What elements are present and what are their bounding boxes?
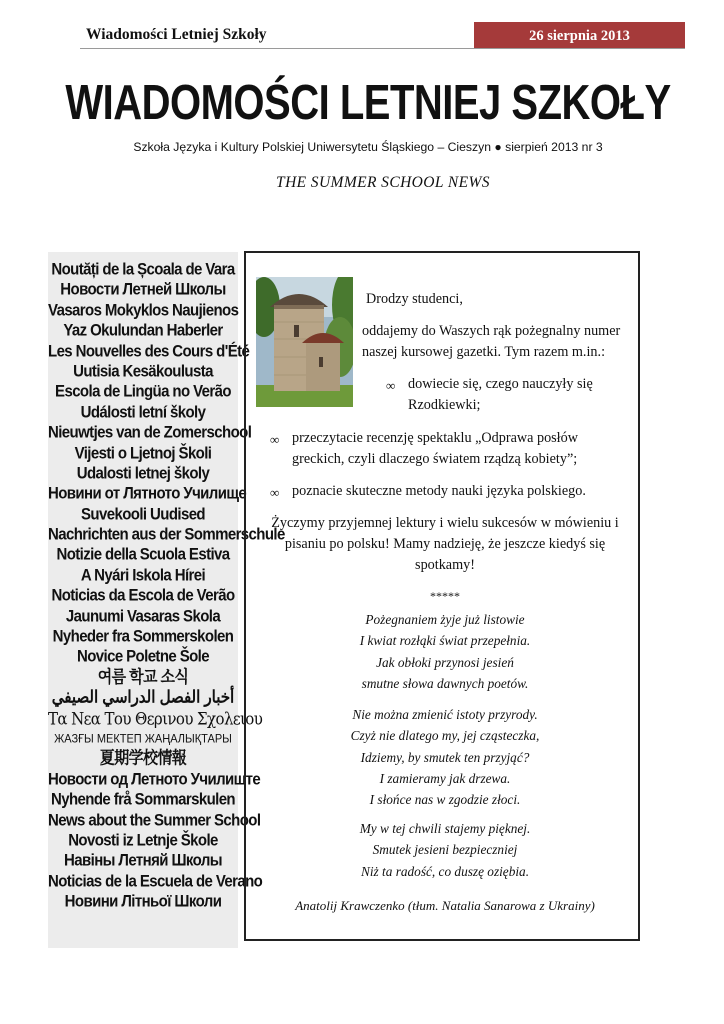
language-title-line: Uutisia Kesäkoulusta — [73, 361, 213, 381]
language-title-line: Novosti iz Letnje Škole — [68, 830, 218, 850]
infinity-bullet-icon: ∞ — [270, 485, 280, 500]
bullet-text: przeczytacie recenzję spektaklu „Odprawa posłów greckich, czyli dlaczego światem rządzą kobiety”; — [292, 430, 578, 467]
language-title-line: Новини Літньої Школи — [64, 892, 222, 912]
language-title-line: Навіны Летняй Школы — [64, 851, 222, 871]
bullet-text: poznacie skuteczne metody nauki języka polskiego. — [292, 483, 586, 499]
rotunda-photo — [256, 277, 353, 407]
language-title-line: 여름 학교 소식 — [97, 667, 189, 687]
language-title-line: Noticias da Escola de Verão — [51, 586, 235, 606]
language-title-line: Nieuwtjes van de Zomerschool — [48, 423, 252, 443]
language-title-line: Новини от Лятното Училище — [48, 484, 247, 504]
masthead-subtitle: Szkoła Języka i Kultury Polskiej Uniwersytetu Śląskiego – Cieszyn ● sierpień 2013 nr 3 — [133, 140, 603, 154]
poem-stanza-3 — [262, 818, 628, 882]
poem-line: Idziemy, by smutek ten przyjąć? — [360, 749, 530, 765]
poem-line: Czyż nie dlatego my, jej cząsteczka, — [350, 728, 540, 744]
language-title-line: ЖАЗҒЫ МЕКТЕП ЖАҢАЛЫҚТАРЫ — [54, 732, 232, 746]
language-title-line: Nyhende frå Sommarskulen — [51, 790, 235, 810]
poem-line: smutne słowa dawnych poetów. — [361, 675, 529, 691]
date-badge: 26 sierpnia 2013 — [474, 22, 685, 48]
letter-greeting: Drodzy studenci, — [366, 291, 463, 307]
language-title-line: Les Nouvelles des Cours d'Été — [48, 341, 250, 361]
running-header-title: Wiadomości Letniej Szkoły — [86, 26, 267, 43]
poem-line: I zamieramy jak drzewa. — [379, 770, 511, 786]
language-title-line: Nachrichten aus der Sommerschule — [48, 524, 285, 545]
language-title-line: A Nyári Iskola Hírei — [80, 565, 206, 585]
poem-stanza-2 — [262, 704, 628, 810]
poem-line: Smutek jesieni bezpieczniej — [372, 842, 518, 858]
poem-line: I kwiat rozłąki świat przepełnia. — [359, 633, 531, 649]
language-title-line: Noutăți de la Școala de Vara — [51, 259, 235, 279]
language-title-line: Jaunumi Vasaras Skola — [65, 606, 221, 626]
poem-author: Anatolij Krawczenko (tłum. Natalia Sanarowa z Ukrainy) — [295, 898, 595, 913]
language-title-line: أخبار الفصل الدراسي الصيفي — [51, 688, 235, 708]
english-title: THE SUMMER SCHOOL NEWS — [276, 174, 490, 191]
language-title-line: Udalosti letnej školy — [76, 463, 210, 483]
poem-stanza-1 — [262, 609, 628, 694]
language-title-line: Suvekooli Uudised — [81, 504, 205, 524]
language-title-line: Události letní školy — [80, 402, 206, 422]
letter-intro: oddajemy do Waszych rąk pożegnalny numer naszej kursowej gazetki. Tym razem m.in.: — [362, 323, 621, 360]
poem-line: Jak obłoki przynosi jesień — [376, 654, 514, 670]
language-title-line: Novice Poletne Šole — [77, 647, 209, 667]
language-title-line: Noticias de la Escuela de Verano — [48, 871, 263, 891]
language-title-line: News about the Summer School — [48, 810, 261, 830]
language-title-line: Notizie della Scuola Estiva — [56, 545, 230, 565]
bullet-item — [270, 429, 632, 467]
newspaper-masthead: WIADOMOŚCI LETNIEJ SZKOŁY — [65, 76, 671, 131]
bullet-item — [386, 375, 636, 413]
poem-line: Pożegnaniem żyje już listowie — [365, 612, 525, 627]
infinity-bullet-icon: ∞ — [270, 432, 280, 447]
language-title-line: Nyheder fra Sommerskolen — [52, 626, 234, 646]
infinity-bullet-icon: ∞ — [386, 378, 396, 393]
language-title-line: Escola de Lingüa no Verão — [55, 382, 231, 402]
poem-line: Nie można zmienić istoty przyrody. — [352, 707, 538, 722]
poem-line: Niż ta radość, co duszę oziębia. — [360, 863, 530, 879]
language-title-line: Yaz Okulundan Haberler — [63, 321, 223, 341]
language-title-line: Vasaros Mokyklos Naujienos — [48, 300, 239, 320]
language-title-line: Новости од Летното Училиште — [48, 769, 261, 789]
language-title-list — [48, 259, 285, 913]
language-title-line: Τα Νεα Του Θερινου Σχολειου — [48, 708, 263, 729]
bullet-item — [270, 482, 632, 503]
section-separator: ***** — [430, 589, 460, 603]
header-divider — [80, 48, 685, 49]
poem-line: I słońce nas w zgodzie złoci. — [369, 792, 521, 808]
language-title-line: 夏期学校情報 — [99, 749, 187, 769]
poem-line: My w tej chwili stajemy pięknej. — [359, 821, 531, 836]
bullet-text: dowiecie się, czego nauczyły się Rzodkiewki; — [408, 376, 593, 413]
language-title-line: Vijesti o Ljetnoj Školi — [74, 443, 212, 463]
language-title-line: Новости Летней Школы — [60, 280, 226, 300]
closing-wish: Życzymy przyjemnej lektury i wielu sukcesów w mówieniu i pisaniu po polsku! Mamy nadzieję, że jeszcze kiedyś się spotkamy! — [271, 515, 619, 573]
